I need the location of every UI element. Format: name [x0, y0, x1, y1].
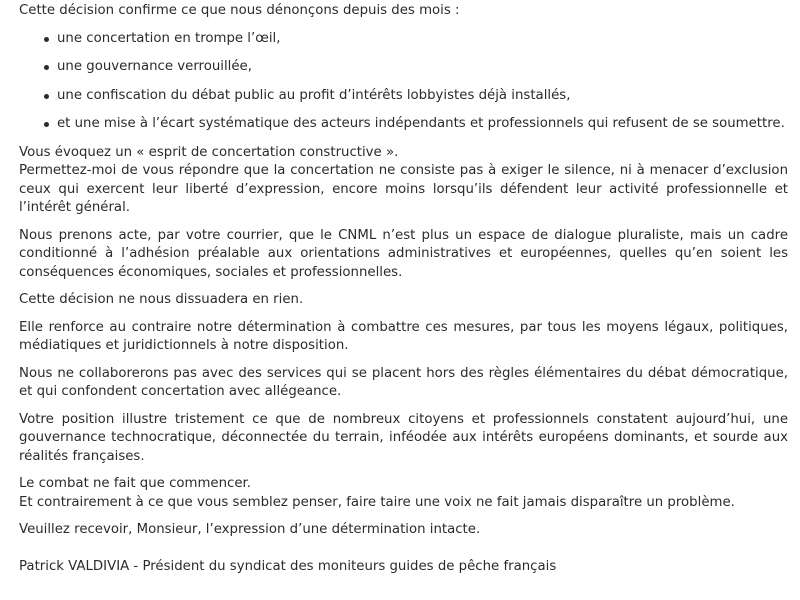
list-item: une gouvernance verrouillée, — [19, 58, 788, 77]
combat-line-1: Le combat ne fait que commencer. — [19, 476, 252, 491]
response-line-1: Vous évoquez un « esprit de concertation constructive ». — [19, 144, 399, 160]
determination-paragraph: Elle renforce au contraire notre détermination à combattre ces mesures, par tous les moyens légaux, politiques, médiatiques et juridictionnels à notre disposition. — [19, 319, 788, 353]
response-paragraph — [19, 144, 788, 218]
combat-paragraph — [19, 475, 788, 512]
acknowledgement-paragraph: Nous prenons acte, par votre courrier, que le CNML n’est plus un espace de dialogue pluraliste, mais un cadre conditionné à l’adhésion préalable aux orientations administratives et européennes, quelles qu’en soient les conséquences économiques, sociales et professionnelles. — [19, 227, 788, 280]
combat-line-2: Et contrairement à ce que vous semblez penser, faire taire une voix ne fait jamais disparaître un problème. — [19, 494, 735, 510]
decision-paragraph: Cette décision ne nous dissuadera en rien. — [19, 292, 304, 307]
governance-paragraph: Votre position illustre tristement ce que de nombreux citoyens et professionnels constatent aujourd’hui, une gouvernance technocratique, déconnectée du terrain, inféodée aux intérêts européens dominants, et sourde aux réalités françaises. — [19, 411, 788, 464]
signature: Patrick VALDIVIA - Président du syndicat des moniteurs guides de pêche français — [19, 559, 557, 574]
list-item: une confiscation du débat public au profit d’intérêts lobbyistes déjà installés, — [19, 87, 788, 106]
grievance-list — [19, 30, 788, 134]
intro-paragraph: Cette décision confirme ce que nous dénonçons depuis des mois : — [19, 3, 460, 18]
response-line-2: Permettez-moi de vous répondre que la concertation ne consiste pas à exiger le silence, ni à menacer d’exclusion ceux qui exercent leur liberté d’expression, encore moins lorsqu’ils défendent leur activité professionnelle et l’intérêt général. — [19, 163, 788, 215]
refusal-paragraph: Nous ne collaborerons pas avec des services qui se placent hors des règles élémentaires du débat démocratique, et qui confondent concertation avec allégeance. — [19, 365, 788, 399]
list-item: et une mise à l’écart systématique des acteurs indépendants et professionnels qui refusent de se soumettre. — [19, 115, 788, 134]
closing-paragraph: Veuillez recevoir, Monsieur, l’expression d’une détermination intacte. — [19, 522, 481, 537]
list-item: une concertation en trompe l’œil, — [19, 30, 788, 49]
letter-body — [19, 2, 788, 549]
